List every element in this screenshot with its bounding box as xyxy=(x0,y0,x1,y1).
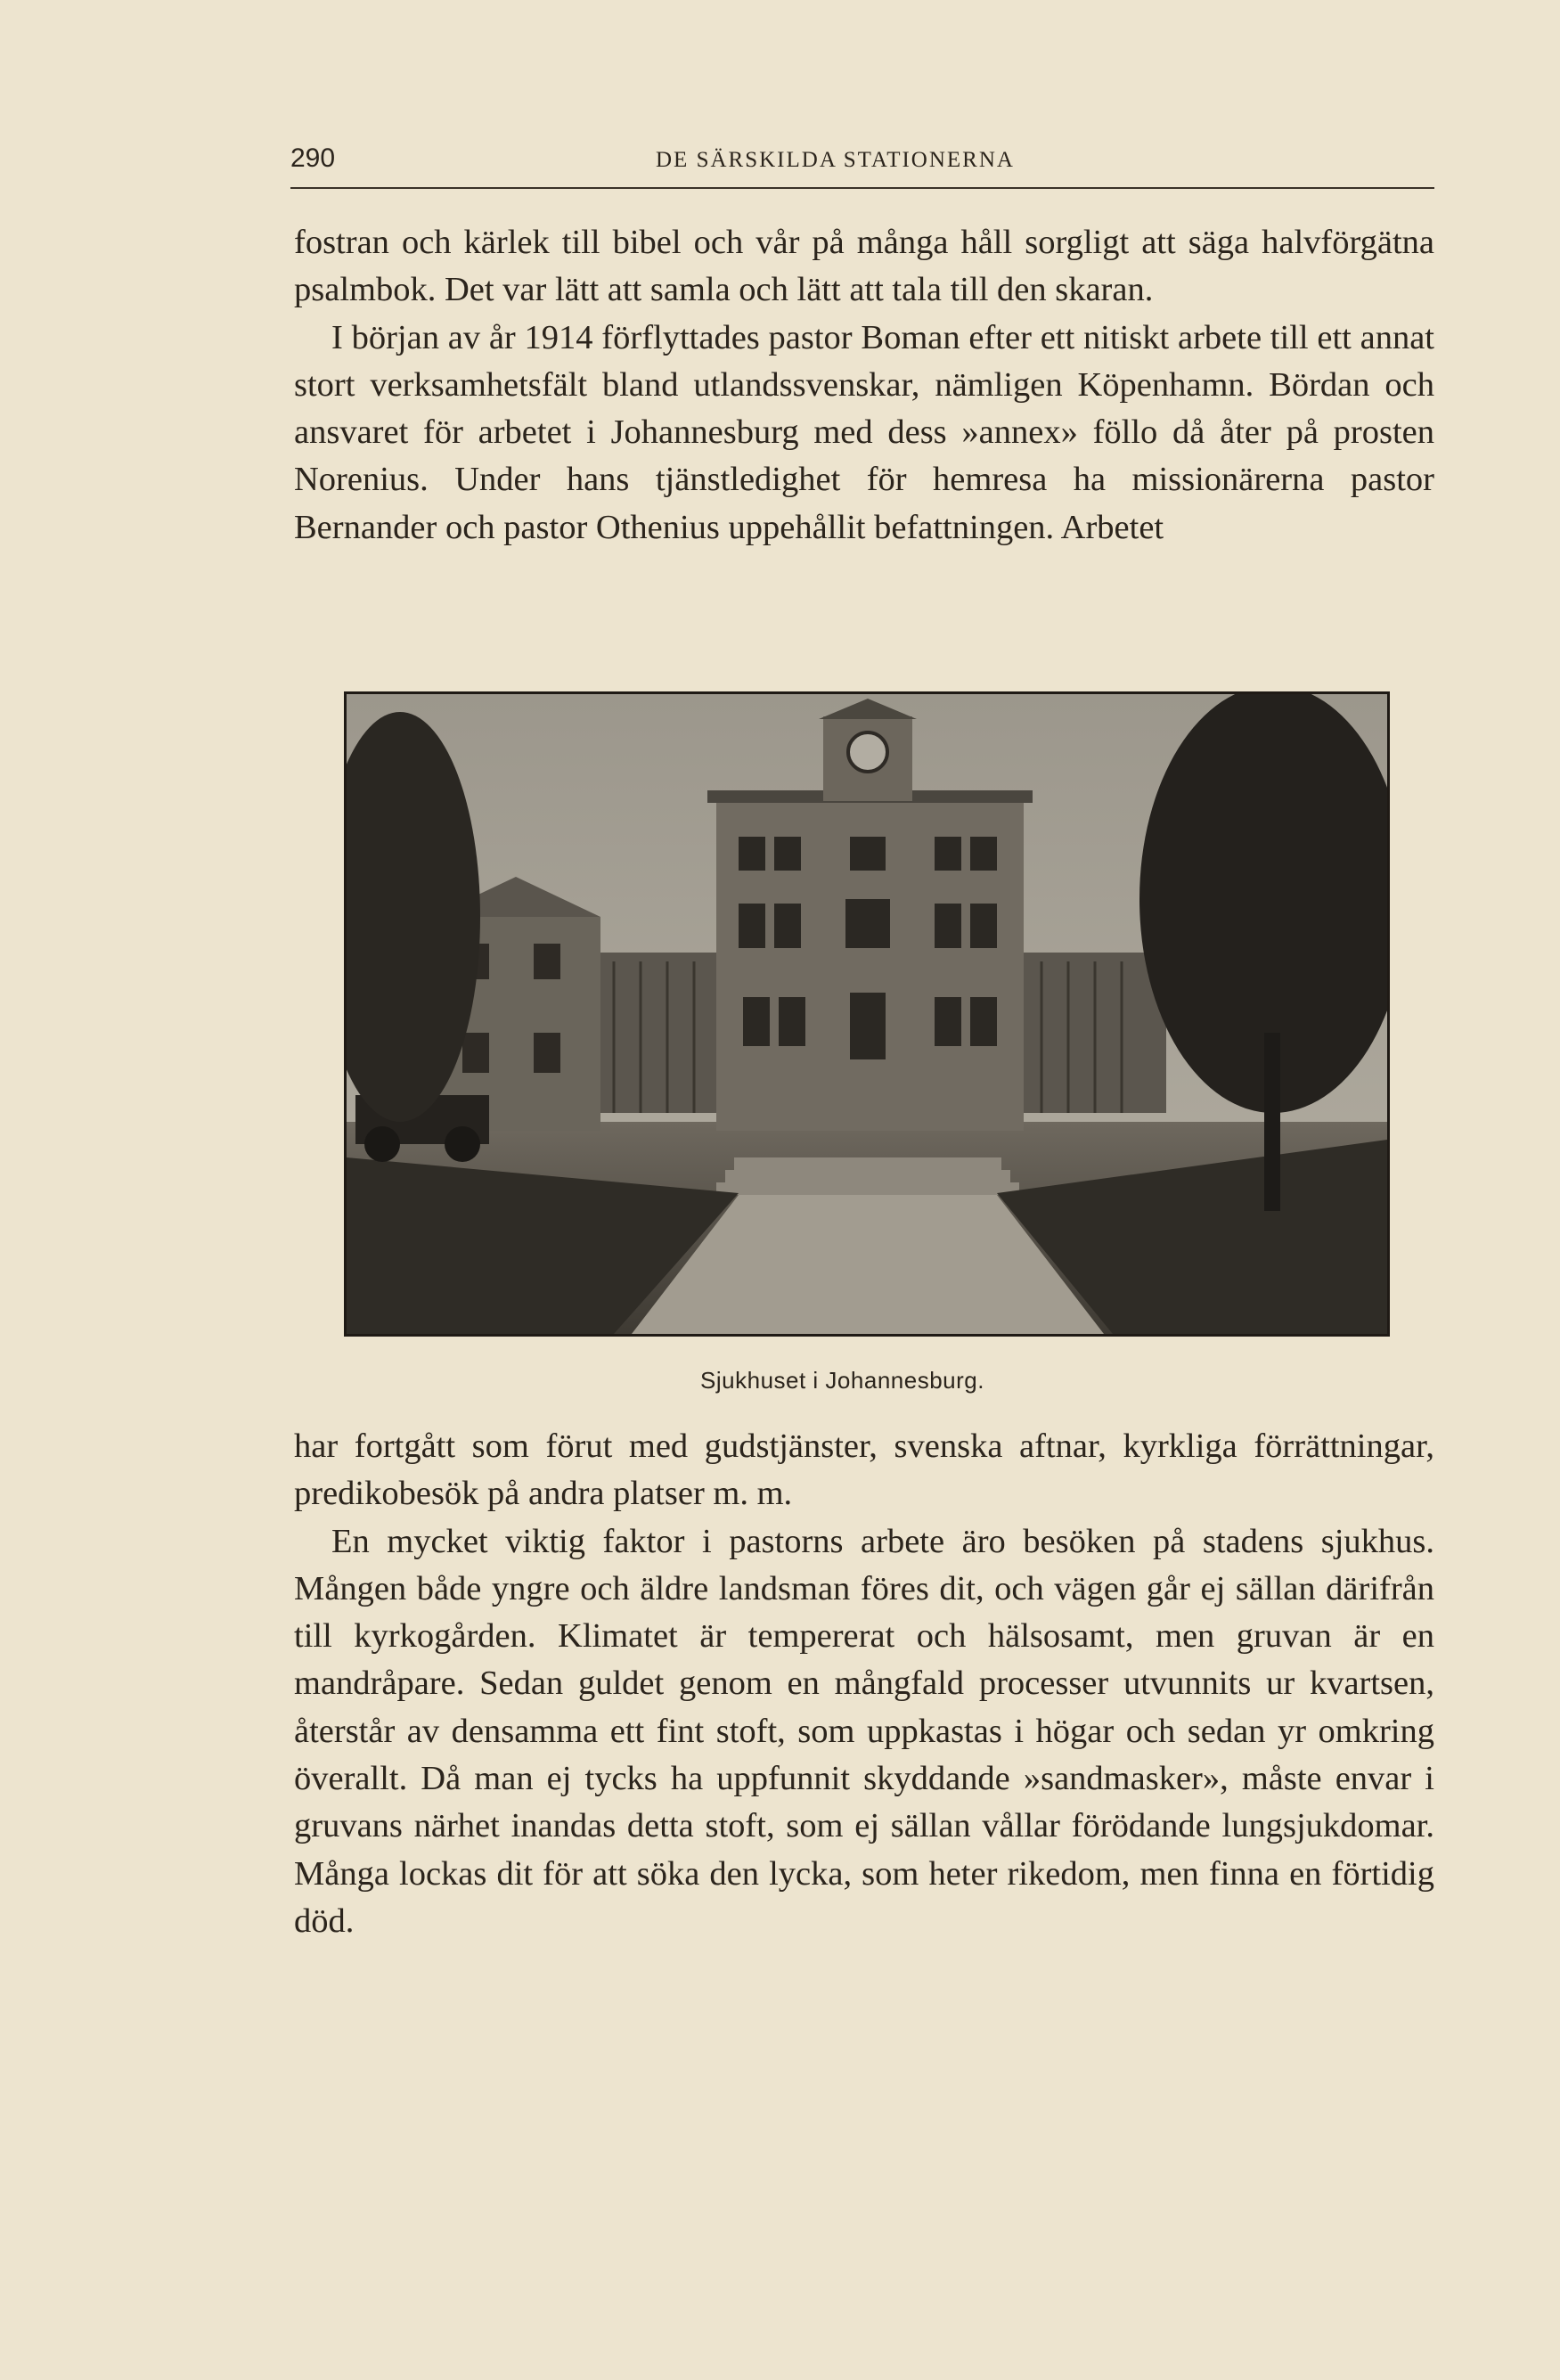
hospital-photo-image xyxy=(347,694,1387,1334)
running-title: DE SÄRSKILDA STATIONERNA xyxy=(656,148,1015,172)
paragraph: har fortgått som förut med gudstjänster, svenska aftnar, kyrkliga förrättningar, predikobesök på andra platser m. m. xyxy=(294,1427,1434,1513)
paragraph: I början av år 1914 förflyttades pastor Boman efter ett nitiskt arbete till ett annat stort verksamhetsfält bland utlandssvenskar, nämligen Köpenhamn. Bördan och ansvaret för arbetet i Johannesburg med dess »annex» föllo då åter på prosten Norenius. Under hans tjänstledighet för hemresa ha missionärerna pastor Bernander och pastor Othenius uppehållit befattningen. Arbetet xyxy=(294,318,1434,546)
hospital-photograph xyxy=(344,691,1390,1337)
body-text-bottom xyxy=(294,1423,1434,1945)
figure-caption: Sjukhuset i Johannesburg. xyxy=(700,1367,984,1394)
body-text-top xyxy=(294,219,1434,552)
paragraph: fostran och kärlek till bibel och vår på många håll sorgligt att säga halvförgätna psalmbok. Det var lätt att samla och lätt att tala till den skaran. xyxy=(294,224,1434,309)
paragraph: En mycket viktig faktor i pastorns arbete äro besöken på stadens sjukhus. Mången både yngre och äldre landsman föres dit, och vägen går ej sällan därifrån till kyrkogården. Klimatet är tempererat och hälsosamt, men gruvan är en mandråpare. Sedan guldet genom en mångfald processer utvunnits ur kvartsen, återstår av densamma ett fint stoft, som uppkastas i högar och sedan yr omkring överallt. Då man ej tycks ha uppfunnit skyddande »sandmasker», måste envar i gruvans närhet inandas detta stoft, som ej sällan vållar förödande lungsjukdomar. Många lockas dit för att söka den lycka, som heter rikedom, men finna en förtidig död. xyxy=(294,1522,1434,1940)
page-number: 290 xyxy=(290,143,336,173)
running-header xyxy=(290,143,1434,189)
